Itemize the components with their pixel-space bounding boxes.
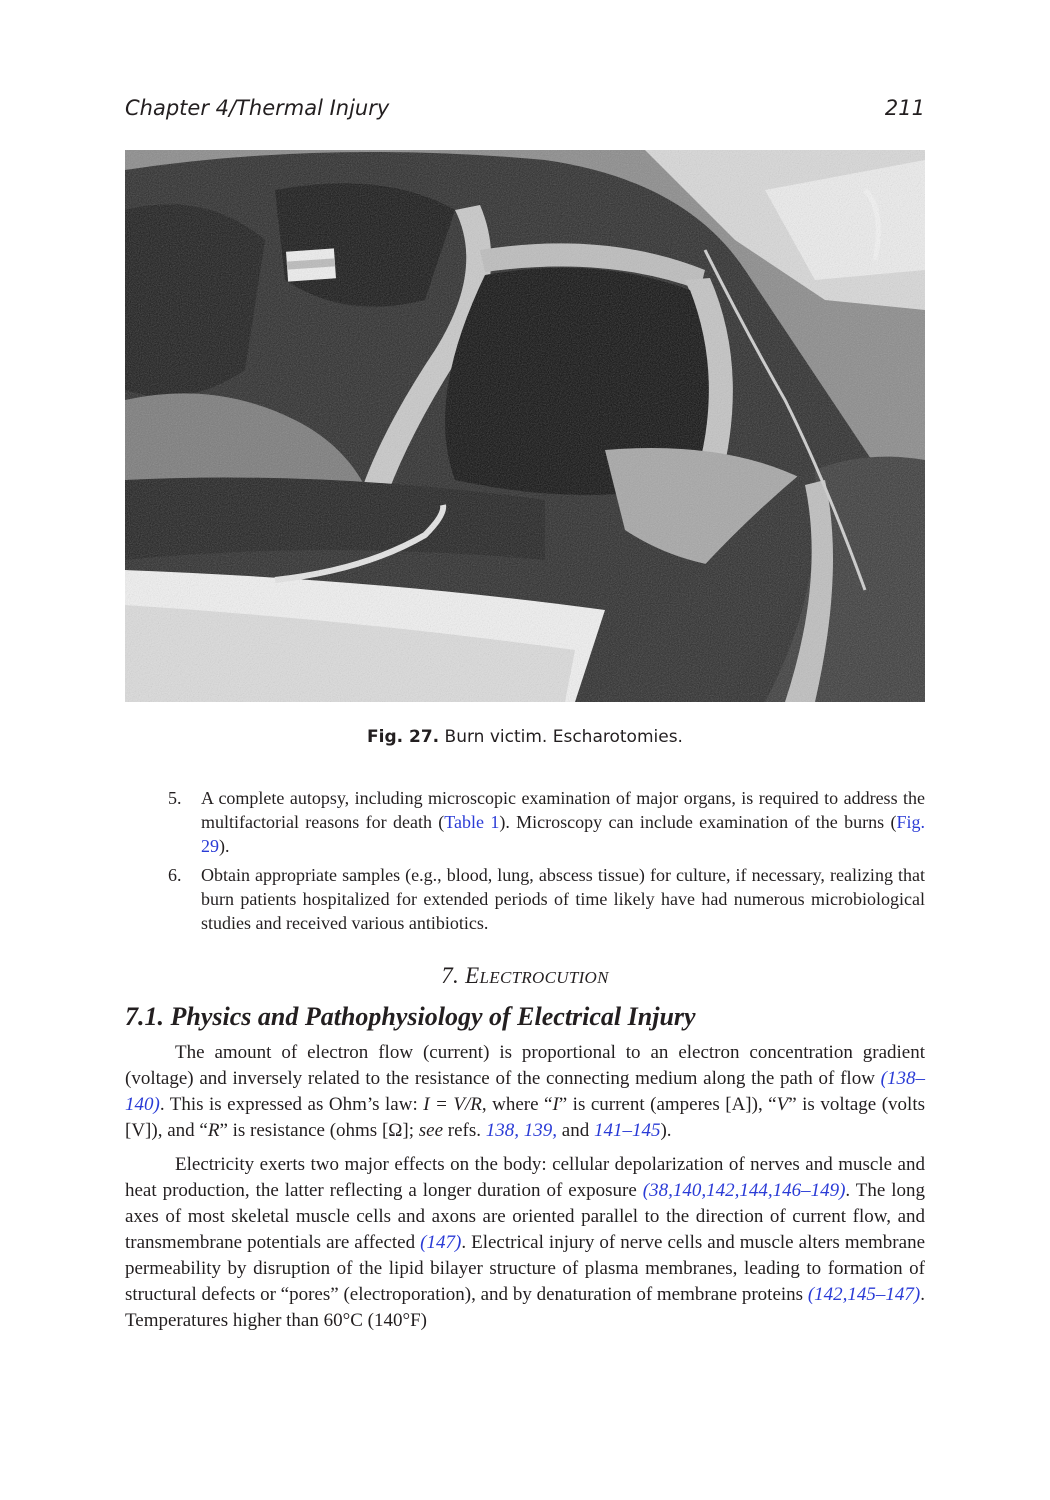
citation-link[interactable]: (138–140) xyxy=(125,1068,925,1115)
text: , where “ xyxy=(481,1094,553,1115)
citation-link[interactable]: (38,140,142,144,146–149) xyxy=(642,1180,846,1201)
chapter-title: Chapter 4/Thermal Injury xyxy=(125,96,390,120)
text: Electricity exerts two major effects on the body: cellular depolarization of nerves and muscle and heat production, the latter reflecting a longer duration of exposure xyxy=(125,1154,925,1201)
list-item xyxy=(168,863,925,935)
list-text: A complete autopsy, including microscopic examination of major organs, is required to address the multifactorial reasons for death ( xyxy=(201,788,925,832)
paragraph xyxy=(125,1040,925,1144)
body-text xyxy=(125,1040,925,1342)
numbered-list xyxy=(168,786,925,940)
citation-link[interactable]: (142,145–147) xyxy=(807,1284,921,1305)
list-text: ). xyxy=(219,836,230,856)
figure-caption xyxy=(125,727,925,747)
ohms-law-equation: I = V/R xyxy=(423,1094,482,1115)
text: . Temperatures higher than 60°C (140°F) xyxy=(125,1284,925,1331)
variable: R xyxy=(207,1120,220,1141)
citation-link[interactable]: 141–145 xyxy=(593,1120,661,1141)
text: ). xyxy=(660,1120,672,1141)
subsection-heading: 7.1. Physics and Pathophysiology of Electrical Injury xyxy=(125,1002,696,1031)
list-number: 6. xyxy=(168,865,182,885)
text: . This is expressed as Ohm’s law: xyxy=(159,1094,424,1115)
text: refs. xyxy=(443,1120,486,1141)
list-number: 5. xyxy=(168,788,182,808)
list-item xyxy=(168,786,925,858)
section-heading xyxy=(125,963,925,989)
section-initial: E xyxy=(465,963,480,988)
text: The amount of electron flow (current) is proportional to an electron concentration gradient (voltage) and inversely related to the resistance of the connecting medium along the path of flow xyxy=(125,1042,925,1089)
page-number: 211 xyxy=(884,96,925,120)
variable: I xyxy=(552,1094,559,1115)
text: . The long axes of most skeletal muscle cells and axons are oriented parallel to the direction of current flow, and transmembrane potentials are affected xyxy=(125,1180,925,1253)
list-text: Obtain appropriate samples (e.g., blood, lung, abscess tissue) for culture, if necessary, realizing that burn patients hospitalized for extended periods of time likely have had numerous microbiological studies and received various antibiotics. xyxy=(201,865,925,933)
text: ” is resistance (ohms [Ω]; xyxy=(219,1120,419,1141)
paragraph xyxy=(125,1152,925,1334)
citation-link[interactable]: 138, 139, xyxy=(485,1120,558,1141)
text: ” is current (amperes [A]), “ xyxy=(558,1094,777,1115)
text: ” is voltage (volts [V]), and “ xyxy=(125,1094,926,1141)
fig-29-link[interactable]: Fig. 29 xyxy=(201,812,925,856)
list-text: ). Microscopy can include examination of the burns ( xyxy=(499,812,897,832)
figure-photo xyxy=(125,150,925,702)
table-1-link[interactable]: Table 1 xyxy=(444,812,500,832)
text: . Electrical injury of nerve cells and muscle alters membrane permeability by disruption of the lipid bilayer structure of plasma membranes, leading to formation of structural defects or “pores” (electroporation), and by denaturation of membrane proteins xyxy=(125,1232,925,1305)
burn-victim-photo xyxy=(125,150,925,702)
section-number: 7. xyxy=(441,963,460,988)
figure-label: Fig. 27. xyxy=(367,727,440,747)
section-title-rest: LECTROCUTION xyxy=(479,968,609,987)
see-word: see xyxy=(418,1120,444,1141)
citation-link[interactable]: (147) xyxy=(420,1232,462,1253)
figure-caption-text: Burn victim. Escharotomies. xyxy=(444,727,683,747)
running-head xyxy=(125,96,925,126)
text: and xyxy=(557,1120,594,1141)
variable: V xyxy=(776,1094,789,1115)
